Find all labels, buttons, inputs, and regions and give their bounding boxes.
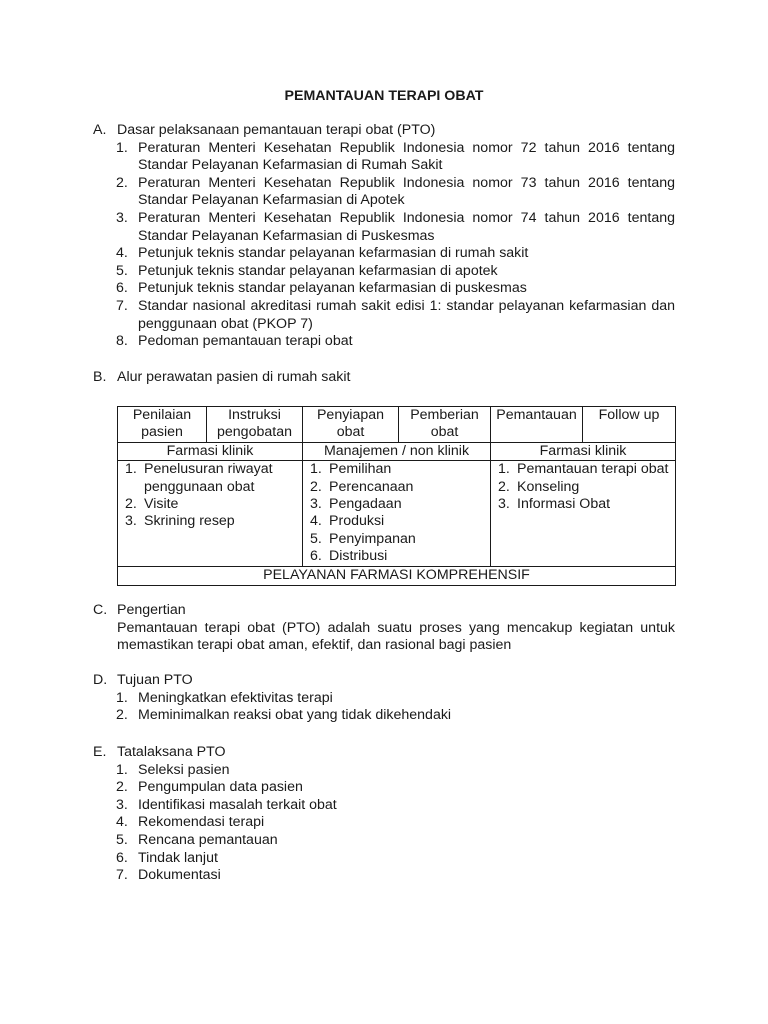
- list-item: 1. Peraturan Menteri Kesehatan Republik Indonesia nomor 72 tahun 2016 tentang Standar Pelayanan Kefarmasian di Rumah Sakit: [116, 139, 675, 174]
- patient-care-flow-table: [117, 406, 676, 586]
- list-item: 5. Penyimpanan: [310, 530, 416, 547]
- list-item: 6. Tindak lanjut: [116, 849, 218, 866]
- section-c-heading: [93, 602, 675, 620]
- table-cell: [491, 461, 676, 567]
- group-header: Manajemen / non klinik: [303, 442, 491, 460]
- group-header: Farmasi klinik: [118, 442, 303, 460]
- table-cell: Pemantauan: [491, 407, 583, 443]
- section-d-title: Tujuan PTO: [117, 672, 193, 688]
- list-item: 3. Informasi Obat: [498, 496, 611, 513]
- list-item: 5. Petunjuk teknis standar pelayanan kefarmasian di apotek: [116, 262, 498, 279]
- list-item: 2. Meminimalkan reaksi obat yang tidak dikehendaki: [116, 707, 452, 724]
- section-c-title: Pengertian: [117, 602, 186, 618]
- section-d-list: [93, 690, 675, 725]
- table-cell: Penilaian pasien: [118, 407, 207, 443]
- section-d: [93, 672, 675, 725]
- document-title: PEMANTAUAN TERAPI OBAT: [284, 88, 484, 104]
- list-item: 1. Pemantauan terapi obat: [498, 461, 669, 478]
- list-item: 7. Standar nasional akreditasi rumah sakit edisi 1: standar pelayanan kefarmasian dan penggunaan obat (PKOP 7): [116, 297, 675, 332]
- list-item: 8. Pedoman pemantauan terapi obat: [116, 333, 353, 350]
- table-row: [118, 442, 676, 460]
- section-e-list: [93, 762, 675, 885]
- list-item: 4. Petunjuk teknis standar pelayanan kefarmasian di rumah sakit: [116, 245, 529, 262]
- table-row: [118, 461, 676, 567]
- list-item: 2. Peraturan Menteri Kesehatan Republik Indonesia nomor 73 tahun 2016 tentang Standar Pelayanan Kefarmasian di Apotek: [116, 174, 675, 209]
- list-item: 4. Produksi: [310, 513, 385, 530]
- table-cell: [303, 461, 491, 567]
- list-item: 7. Dokumentasi: [116, 867, 221, 884]
- list-item: 3. Peraturan Menteri Kesehatan Republik Indonesia nomor 74 tahun 2016 tentang Standar Pelayanan Kefarmasian di Puskesmas: [116, 209, 675, 244]
- list-item: 5. Rencana pemantauan: [116, 831, 278, 848]
- table-cell: Penyiapan obat: [303, 407, 399, 443]
- table-row: [118, 407, 676, 443]
- clinical-activity-list-2: [494, 461, 672, 513]
- section-a-title: Dasar pelaksanaan pemantauan terapi obat (PTO): [117, 122, 436, 138]
- list-item: 1. Meningkatkan efektivitas terapi: [116, 689, 333, 706]
- section-e-letter: E.: [93, 744, 107, 760]
- table-cell: Instruksi pengobatan: [207, 407, 303, 443]
- list-item: 4. Rekomendasi terapi: [116, 814, 265, 831]
- section-b-title: Alur perawatan pasien di rumah sakit: [117, 369, 351, 385]
- list-item: 3. Pengadaan: [310, 496, 402, 513]
- list-item: 1. Seleksi pasien: [116, 761, 230, 778]
- table-footer: PELAYANAN FARMASI KOMPREHENSIF: [118, 567, 676, 585]
- list-item: 6. Distribusi: [310, 548, 388, 565]
- section-a-letter: A.: [93, 122, 107, 138]
- section-d-letter: D.: [93, 672, 108, 688]
- list-item: 3. Skrining resep: [125, 513, 235, 530]
- table-row: [118, 567, 676, 585]
- table-cell: Pemberian obat: [399, 407, 491, 443]
- section-b: [93, 369, 675, 387]
- section-c-letter: C.: [93, 602, 108, 618]
- section-d-heading: [93, 672, 675, 690]
- list-item: 6. Petunjuk teknis standar pelayanan kefarmasian di puskesmas: [116, 280, 527, 297]
- section-c: [93, 602, 675, 655]
- section-a: [93, 122, 675, 351]
- list-item: 2. Perencanaan: [310, 478, 414, 495]
- clinical-activity-list: [121, 461, 299, 531]
- section-e-title: Tatalaksana PTO: [117, 744, 226, 760]
- section-a-heading: [93, 122, 675, 140]
- table-cell: Follow up: [583, 407, 676, 443]
- section-a-list: [93, 140, 675, 351]
- group-header: Farmasi klinik: [491, 442, 676, 460]
- list-item: 3. Identifikasi masalah terkait obat: [116, 796, 337, 813]
- section-b-heading: [93, 369, 675, 387]
- table-cell: [118, 461, 303, 567]
- list-item: 1. Penelusuran riwayat penggunaan obat: [125, 461, 273, 495]
- section-b-letter: B.: [93, 369, 107, 385]
- list-item: 1. Pemilihan: [310, 461, 392, 478]
- section-e: [93, 744, 675, 885]
- list-item: 2. Pengumpulan data pasien: [116, 779, 303, 796]
- section-e-heading: [93, 744, 675, 762]
- management-activity-list: [306, 461, 487, 565]
- section-c-body: Pemantauan terapi obat (PTO) adalah suatu proses yang mencakup kegiatan untuk memastikan terapi obat aman, efektif, dan rasional bagi pasien: [117, 619, 675, 654]
- list-item: 2. Visite: [125, 496, 179, 513]
- list-item: 2. Konseling: [498, 478, 580, 495]
